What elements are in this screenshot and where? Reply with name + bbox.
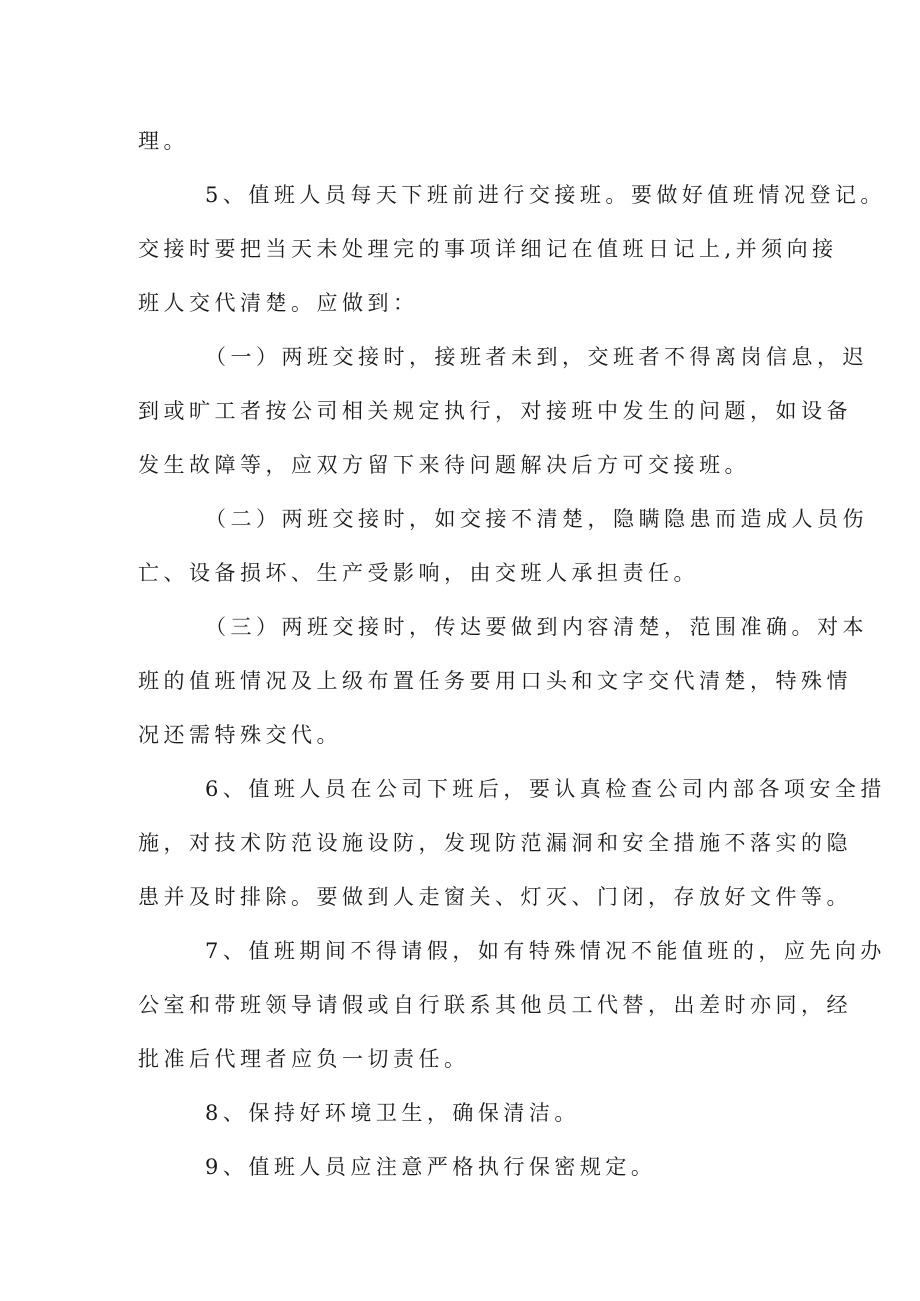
paragraph-item-8: 8、保持好环境卫生，确保清洁。 (138, 1101, 580, 1125)
paragraph-subitem-3: （三）两班交接时，传达要做到内容清楚，范围准确。对本 班的值班情况及上级布置任务要用口头和文字交代清楚，特殊情 况还需特殊交代。 (138, 615, 869, 747)
paragraph-item-9: 9、值班人员应注意严格执行保密规定。 (138, 1155, 657, 1179)
paragraph-item-6: 6、值班人员在公司下班后，要认真检查公司内部各项安全措 施，对技术防范设施设防，发现防范漏洞和安全措施不落实的隐 患并及时排除。要做到人走窗关、灯灭、门闭，存放好文件等。 (138, 777, 886, 909)
paragraph-subitem-1: （一）两班交接时，接班者未到，交班者不得离岗信息，迟 到或旷工者按公司相关规定执行，对接班中发生的问题，如设备 发生故障等，应双方留下来待问题解决后方可交接班。 (138, 345, 869, 477)
paragraph-continuation: 理。 (138, 129, 189, 153)
paragraph-item-7: 7、值班期间不得请假，如有特殊情况不能值班的，应先向办 公室和带班领导请假或自行联系其他员工代替，出差时亦同，经 批准后代理者应负一切责任。 (138, 939, 886, 1071)
paragraph-subitem-2: （二）两班交接时，如交接不清楚，隐瞒隐患而造成人员伤 亡、设备损坏、生产受影响，由交班人承担责任。 (138, 507, 869, 585)
paragraph-item-5: 5、值班人员每天下班前进行交接班。要做好值班情况登记。 交接时要把当天未处理完的事项详细记在值班日记上,并须向接 班人交代清楚。应做到： (138, 183, 886, 315)
